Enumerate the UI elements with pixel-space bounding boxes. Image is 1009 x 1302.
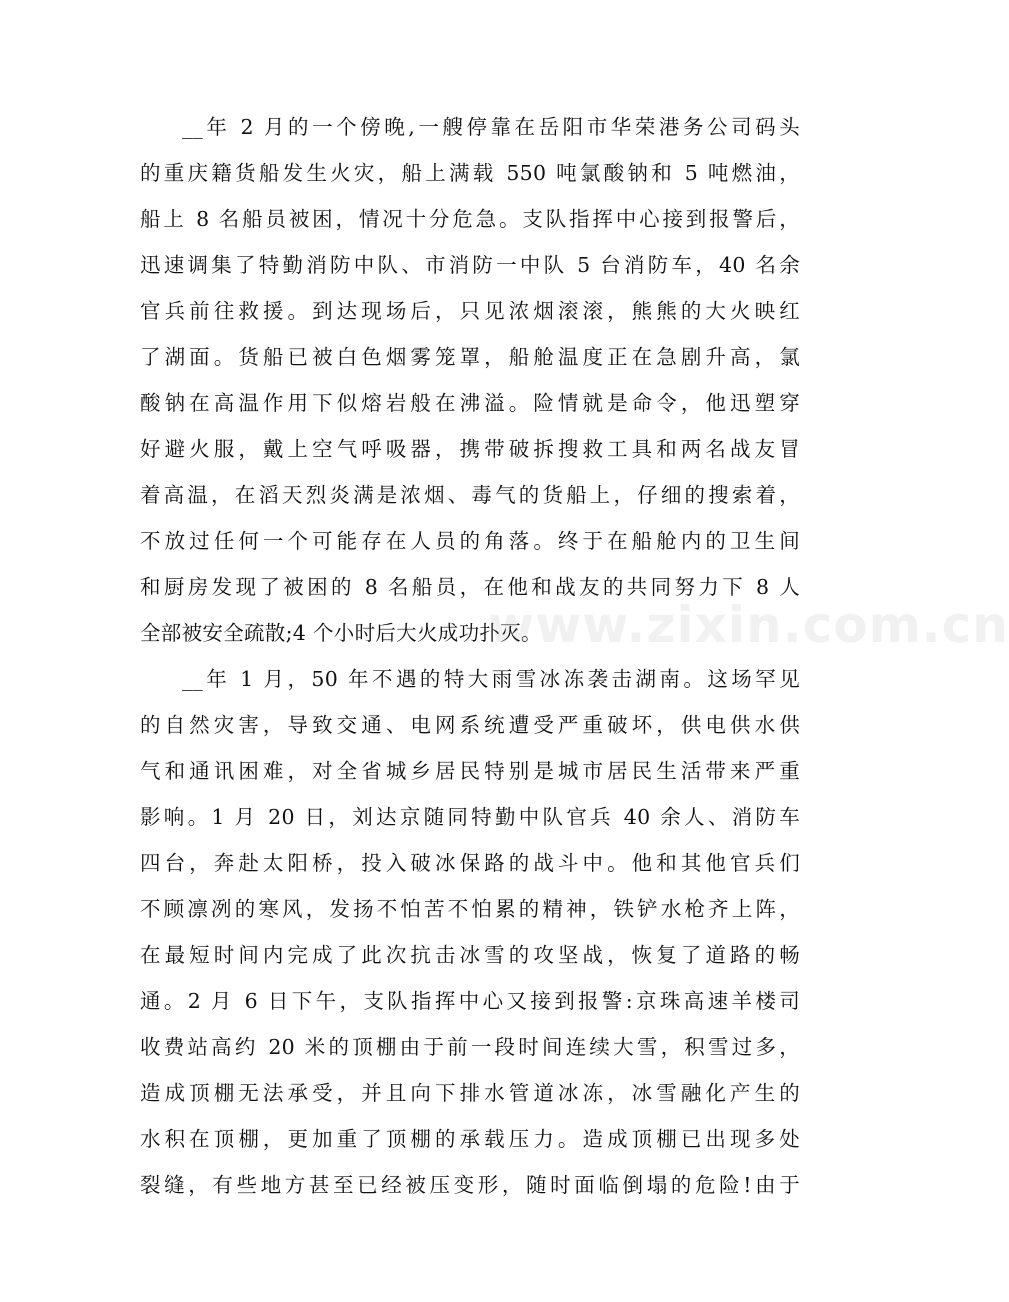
paragraph-line: 不顾凛冽的寒风，发扬不怕苦不怕累的精神，铁铲水枪齐上阵，: [140, 897, 800, 921]
paragraph-line: 裂缝，有些地方甚至已经被压变形，随时面临倒塌的危险!由于: [140, 1173, 800, 1197]
paragraph-line: 在最短时间内完成了此次抗击冰雪的攻坚战，恢复了道路的畅: [140, 943, 800, 967]
paragraph-line: 官兵前往救援。到达现场后，只见浓烟滚滚，熊熊的大火映红: [140, 299, 800, 323]
paragraph-line: 着高温，在滔天烈炎满是浓烟、毒气的货船上，仔细的搜索着，: [140, 483, 800, 507]
paragraph-line: 收费站高约 20 米的顶棚由于前一段时间连续大雪，积雪过多，: [140, 1035, 800, 1059]
paragraph-line: __年 2 月的一个傍晚,一艘停靠在岳阳市华荣港务公司码头: [182, 115, 800, 139]
paragraph-line: 不放过任何一个可能存在人员的角落。终于在船舱内的卫生间: [140, 529, 800, 553]
paragraph-line: 和厨房发现了被困的 8 名船员，在他和战友的共同努力下 8 人: [140, 575, 800, 599]
paragraph-line: 水积在顶棚，更加重了顶棚的承载压力。造成顶棚已出现多处: [140, 1127, 800, 1151]
paragraph-line: __年 1 月，50 年不遇的特大雨雪冰冻袭击湖南。这场罕见: [182, 667, 800, 691]
paragraph-line: 好避火服，戴上空气呼吸器，携带破拆搜救工具和两名战友冒: [140, 437, 800, 461]
paragraph-line: 全部被安全疏散;4 个小时后大火成功扑灭。: [140, 621, 542, 645]
watermark: www.zixin.com.cn: [488, 596, 1009, 654]
paragraph-line: 通。2 月 6 日下午，支队指挥中心又接到报警:京珠高速羊楼司: [140, 989, 800, 1013]
paragraph-line: 船上 8 名船员被困，情况十分危急。支队指挥中心接到报警后，: [140, 207, 800, 231]
paragraph-line: 的重庆籍货船发生火灾，船上满载 550 吨氯酸钠和 5 吨燃油，: [140, 161, 800, 185]
paragraph-line: 迅速调集了特勤消防中队、市消防一中队 5 台消防车，40 名余: [140, 253, 800, 277]
paragraph-1: [140, 104, 800, 656]
document-body: [140, 104, 800, 1208]
paragraph-line: 气和通讯困难，对全省城乡居民特别是城市居民生活带来严重: [140, 759, 800, 783]
paragraph-line: 了湖面。货船已被白色烟雾笼罩，船舱温度正在急剧升高，氯: [140, 345, 800, 369]
paragraph-line: 四台，奔赴太阳桥，投入破冰保路的战斗中。他和其他官兵们: [140, 851, 800, 875]
paragraph-line: 的自然灾害，导致交通、电网系统遭受严重破坏，供电供水供: [140, 713, 800, 737]
paragraph-line: 酸钠在高温作用下似熔岩般在沸溢。险情就是命令，他迅塑穿: [140, 391, 800, 415]
paragraph-2: [140, 656, 800, 1208]
paragraph-line: 造成顶棚无法承受，并且向下排水管道冰冻，冰雪融化产生的: [140, 1081, 800, 1105]
paragraph-line: 影响。1 月 20 日，刘达京随同特勤中队官兵 40 余人、消防车: [140, 805, 800, 829]
